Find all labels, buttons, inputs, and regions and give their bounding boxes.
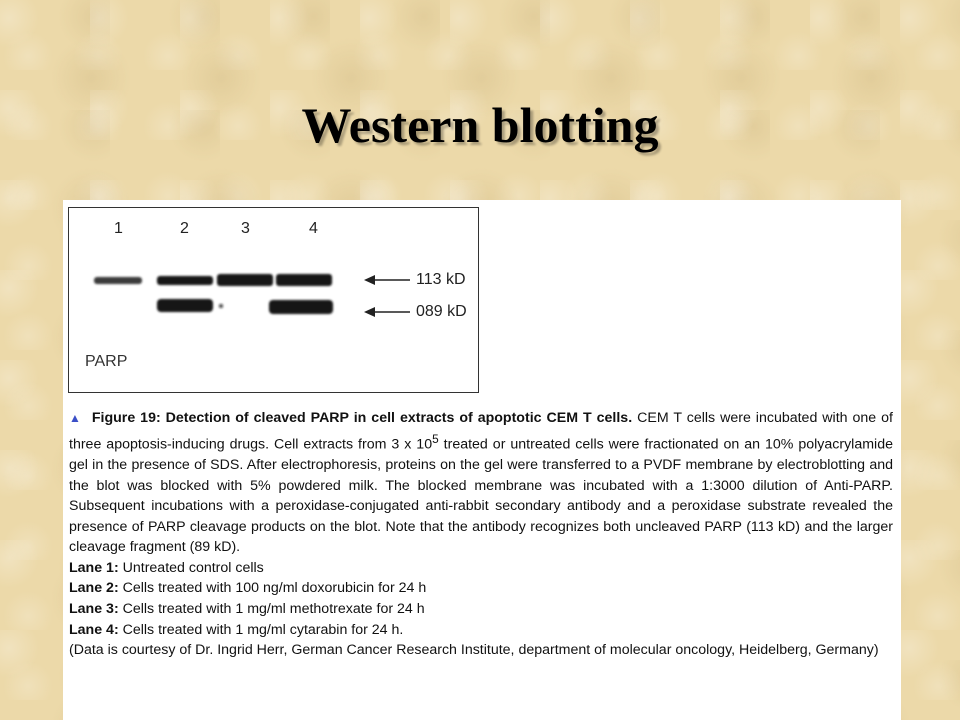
- band-lane2-113kd: [157, 276, 213, 285]
- caption-paragraph: [69, 408, 893, 558]
- figure-caption: [69, 408, 893, 661]
- lane-desc-3: [69, 599, 893, 620]
- band-lane1-113kd: [94, 277, 142, 284]
- slide-title: Western blotting: [301, 97, 659, 153]
- left-arrow-icon: [364, 272, 412, 288]
- blot-label-parp: PARP: [85, 353, 128, 370]
- blot-bands: [69, 208, 477, 391]
- caption-text-a: CEM T cells were incubated with one of three apoptosis-inducing drugs. Cell extracts from 3 x 10: [69, 410, 893, 453]
- lane-desc-label: Lane 3:: [69, 601, 119, 618]
- lane-desc-1: [69, 558, 893, 579]
- lane-number-4: 4: [309, 220, 318, 237]
- lane-desc-4: [69, 620, 893, 641]
- lane-desc-2: [69, 578, 893, 599]
- figure-panel: [63, 200, 901, 720]
- lane-number-2: 2: [180, 220, 189, 237]
- lane-desc-label: Lane 2:: [69, 580, 119, 597]
- lane-number-1: 1: [114, 220, 123, 237]
- lane-number-3: 3: [241, 220, 250, 237]
- caption-superscript: 5: [432, 431, 439, 446]
- marker-label-113kd: 113 kD: [416, 271, 466, 288]
- lane-desc-text: Cells treated with 100 ng/ml doxorubicin for 24 h: [118, 580, 427, 597]
- figure-label: Figure 19: Detection of cleaved PARP in cell extracts of apoptotic CEM T cells.: [91, 410, 633, 426]
- band-lane2-089kd: [157, 299, 213, 312]
- band-lane4-113kd: [276, 274, 332, 286]
- marker-label-089kd: 089 kD: [416, 303, 467, 320]
- left-arrow-icon: [364, 304, 412, 320]
- band-lane3-089kd: [219, 304, 223, 308]
- lane-desc-text: Cells treated with 1 mg/ml methotrexate for 24 h: [118, 601, 425, 618]
- western-blot-image: [68, 207, 479, 393]
- caption-text-b: treated or untreated cells were fractionated on an 10% polyacrylamide gel in the presence of SDS. After electrophoresis, proteins on the gel were transferred to a PVDF membrane by electroblotting and the blot was blocked with 5% powdered milk. The blocked membrane was incubated with a 1:3000 dilution of Anti-PARP. Subsequent incubations with a peroxidase-conjugated anti-rabbit secondary antibody and a peroxidase substrate revealed the presence of PARP cleavage products on the blot. Note that the antibody recognizes both uncleaved PARP (113 kD) and the larger cleavage fragment (89 kD).: [69, 436, 893, 556]
- lane-desc-label: Lane 4:: [69, 621, 119, 638]
- triangle-icon: ▲: [69, 411, 82, 425]
- lane-desc-text: Untreated control cells: [118, 559, 264, 576]
- band-lane4-089kd: [269, 300, 333, 314]
- lane-desc-label: Lane 1:: [69, 559, 119, 576]
- caption-credit: (Data is courtesy of Dr. Ingrid Herr, German Cancer Research Institute, department of molecular oncology, Heidelberg, Germany): [69, 642, 879, 659]
- lane-desc-text: Cells treated with 1 mg/ml cytarabin for 24 h.: [118, 621, 404, 638]
- band-lane3-113kd: [217, 274, 273, 286]
